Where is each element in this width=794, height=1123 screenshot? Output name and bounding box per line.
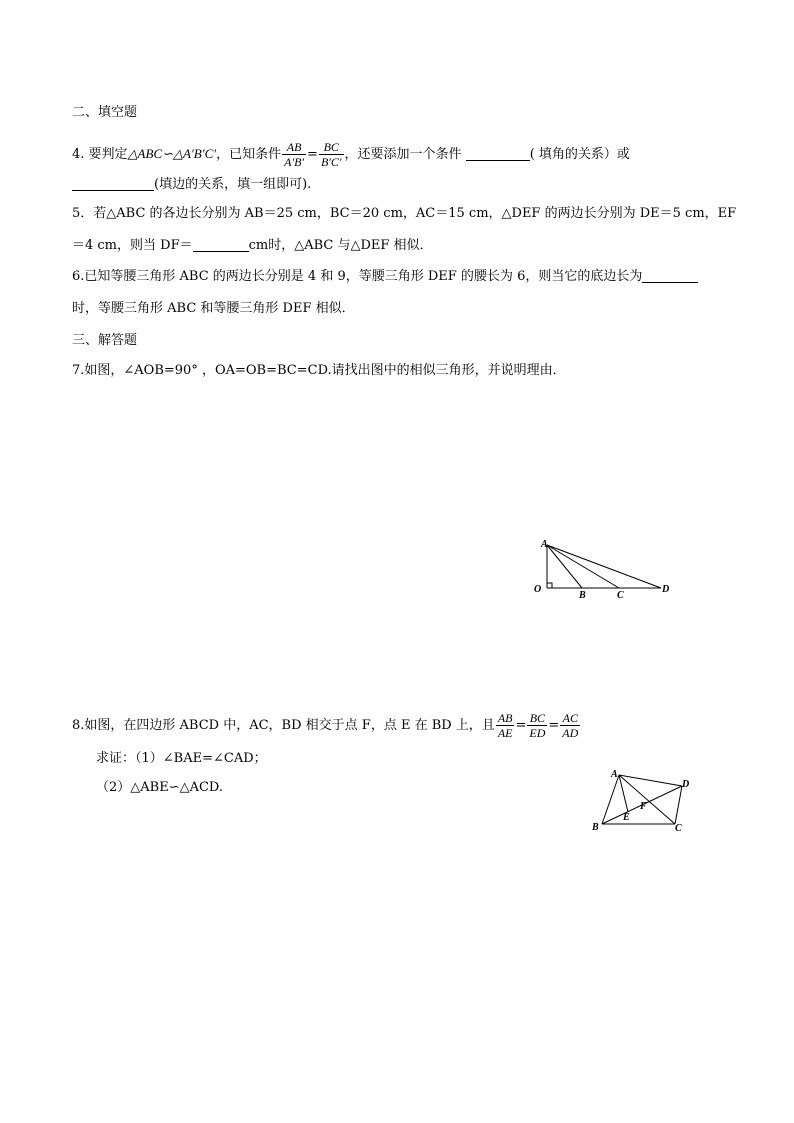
q8-proof-1: 求证：（1）∠BAE=∠CAD； — [96, 751, 267, 766]
q7-seg-ac — [547, 545, 619, 588]
q4-text-d: ( 填角的关系）或 — [529, 147, 630, 162]
q8-seg-cd — [675, 786, 682, 824]
q4-frac2-num: BC — [319, 140, 344, 155]
q8-frac1-num: AB — [497, 711, 513, 725]
q8-equals-1: = — [515, 718, 527, 733]
q4-text-a: 要判定 — [88, 147, 128, 162]
q8-frac1-den: AE — [497, 726, 513, 740]
q8-frac2-den: ED — [529, 726, 546, 740]
q4-text-e: (填边的关系，填一组即可). — [154, 177, 312, 192]
q7-label-a: A — [541, 539, 548, 550]
section-fill-blank-heading: 二、填空题 — [72, 105, 138, 120]
q8-fraction-ab-ae — [496, 711, 515, 740]
q7-figure — [528, 536, 678, 602]
q8-frac3-num: AC — [560, 711, 580, 726]
q7-right-angle-mark — [547, 583, 552, 588]
q7-label-c: C — [617, 590, 624, 601]
q8-label-c: C — [675, 823, 682, 834]
question-4-line2 — [72, 176, 311, 194]
q8-seg-ae — [619, 775, 628, 812]
section-answer-heading: 三、解答题 — [72, 333, 138, 348]
q8-label-a: A — [611, 769, 618, 780]
q8-fraction-bc-ed — [527, 711, 547, 740]
q4-equals: = — [307, 147, 318, 162]
question-6-line1 — [72, 268, 698, 286]
q5-blank-df[interactable] — [193, 237, 249, 252]
q8-figure — [586, 764, 692, 834]
q8-fraction-ac-ad — [560, 711, 580, 740]
q6-blank-base[interactable] — [642, 268, 698, 283]
question-6-line2: 时，等腰三角形 ABC 和等腰三角形 DEF 相似． — [72, 301, 355, 316]
q4-text-b: ，已知条件 — [216, 147, 282, 162]
q8-label-d: D — [682, 779, 690, 790]
q8-label-e: E — [623, 812, 630, 823]
q8-frac2-num: BC — [527, 711, 547, 726]
q6-text-a: 6.已知等腰三角形 ABC 的两边长分别是 4 和 9，等腰三角形 DEF 的腰长为 6，则当它的底边长为 — [72, 269, 643, 284]
q7-label-b: B — [579, 590, 586, 601]
q8-label-b: B — [592, 822, 599, 833]
question-4-line1 — [72, 140, 630, 169]
q7-label-o: O — [534, 584, 542, 595]
q8-equals-2: = — [548, 718, 560, 733]
question-5-line2 — [72, 237, 433, 255]
q8-label-f: F — [640, 801, 647, 812]
question-8-text — [72, 711, 581, 740]
q8-proof-2: （2）△ABE∽△ACD. — [96, 780, 224, 795]
q7-label-d: D — [662, 584, 670, 595]
q5-text-b: cm时，△ABC 与△DEF 相似． — [248, 238, 433, 253]
q8-seg-ad — [619, 775, 682, 786]
q4-fraction-ab — [282, 140, 306, 169]
q4-blank-angle[interactable] — [466, 146, 530, 161]
q4-frac1-den: A′B′ — [284, 155, 305, 169]
q8-frac3-den: AD — [562, 726, 579, 740]
q4-frac1-num: AB — [282, 140, 306, 155]
q4-fraction-bc — [319, 140, 344, 169]
q8-text-a: 8.如图，在四边形 ABCD 中，AC，BD 相交于点 F，点 E 在 BD 上，且 — [72, 718, 495, 733]
question-7-text: 7.如图，∠AOB=90° ，OA=OB=BC=CD.请找出图中的相似三角形，并说明理由． — [72, 363, 566, 378]
q4-text-c: ，还要添加一个条件 — [344, 147, 462, 162]
question-5-line1: 5．若△ABC 的各边长分别为 AB＝25 cm，BC＝20 cm，AC＝15 cm，△DEF 的两边长分别为 DE＝5 cm，EF — [72, 206, 737, 221]
q4-similarity: △ABC∽△A′B′C′ — [127, 146, 217, 161]
q4-number: 4. — [72, 147, 85, 162]
q4-blank-side[interactable] — [72, 176, 154, 191]
q5-text-a: ＝4 cm，则当 DF＝ — [72, 238, 193, 253]
q4-frac2-den: B′C′ — [320, 155, 342, 169]
